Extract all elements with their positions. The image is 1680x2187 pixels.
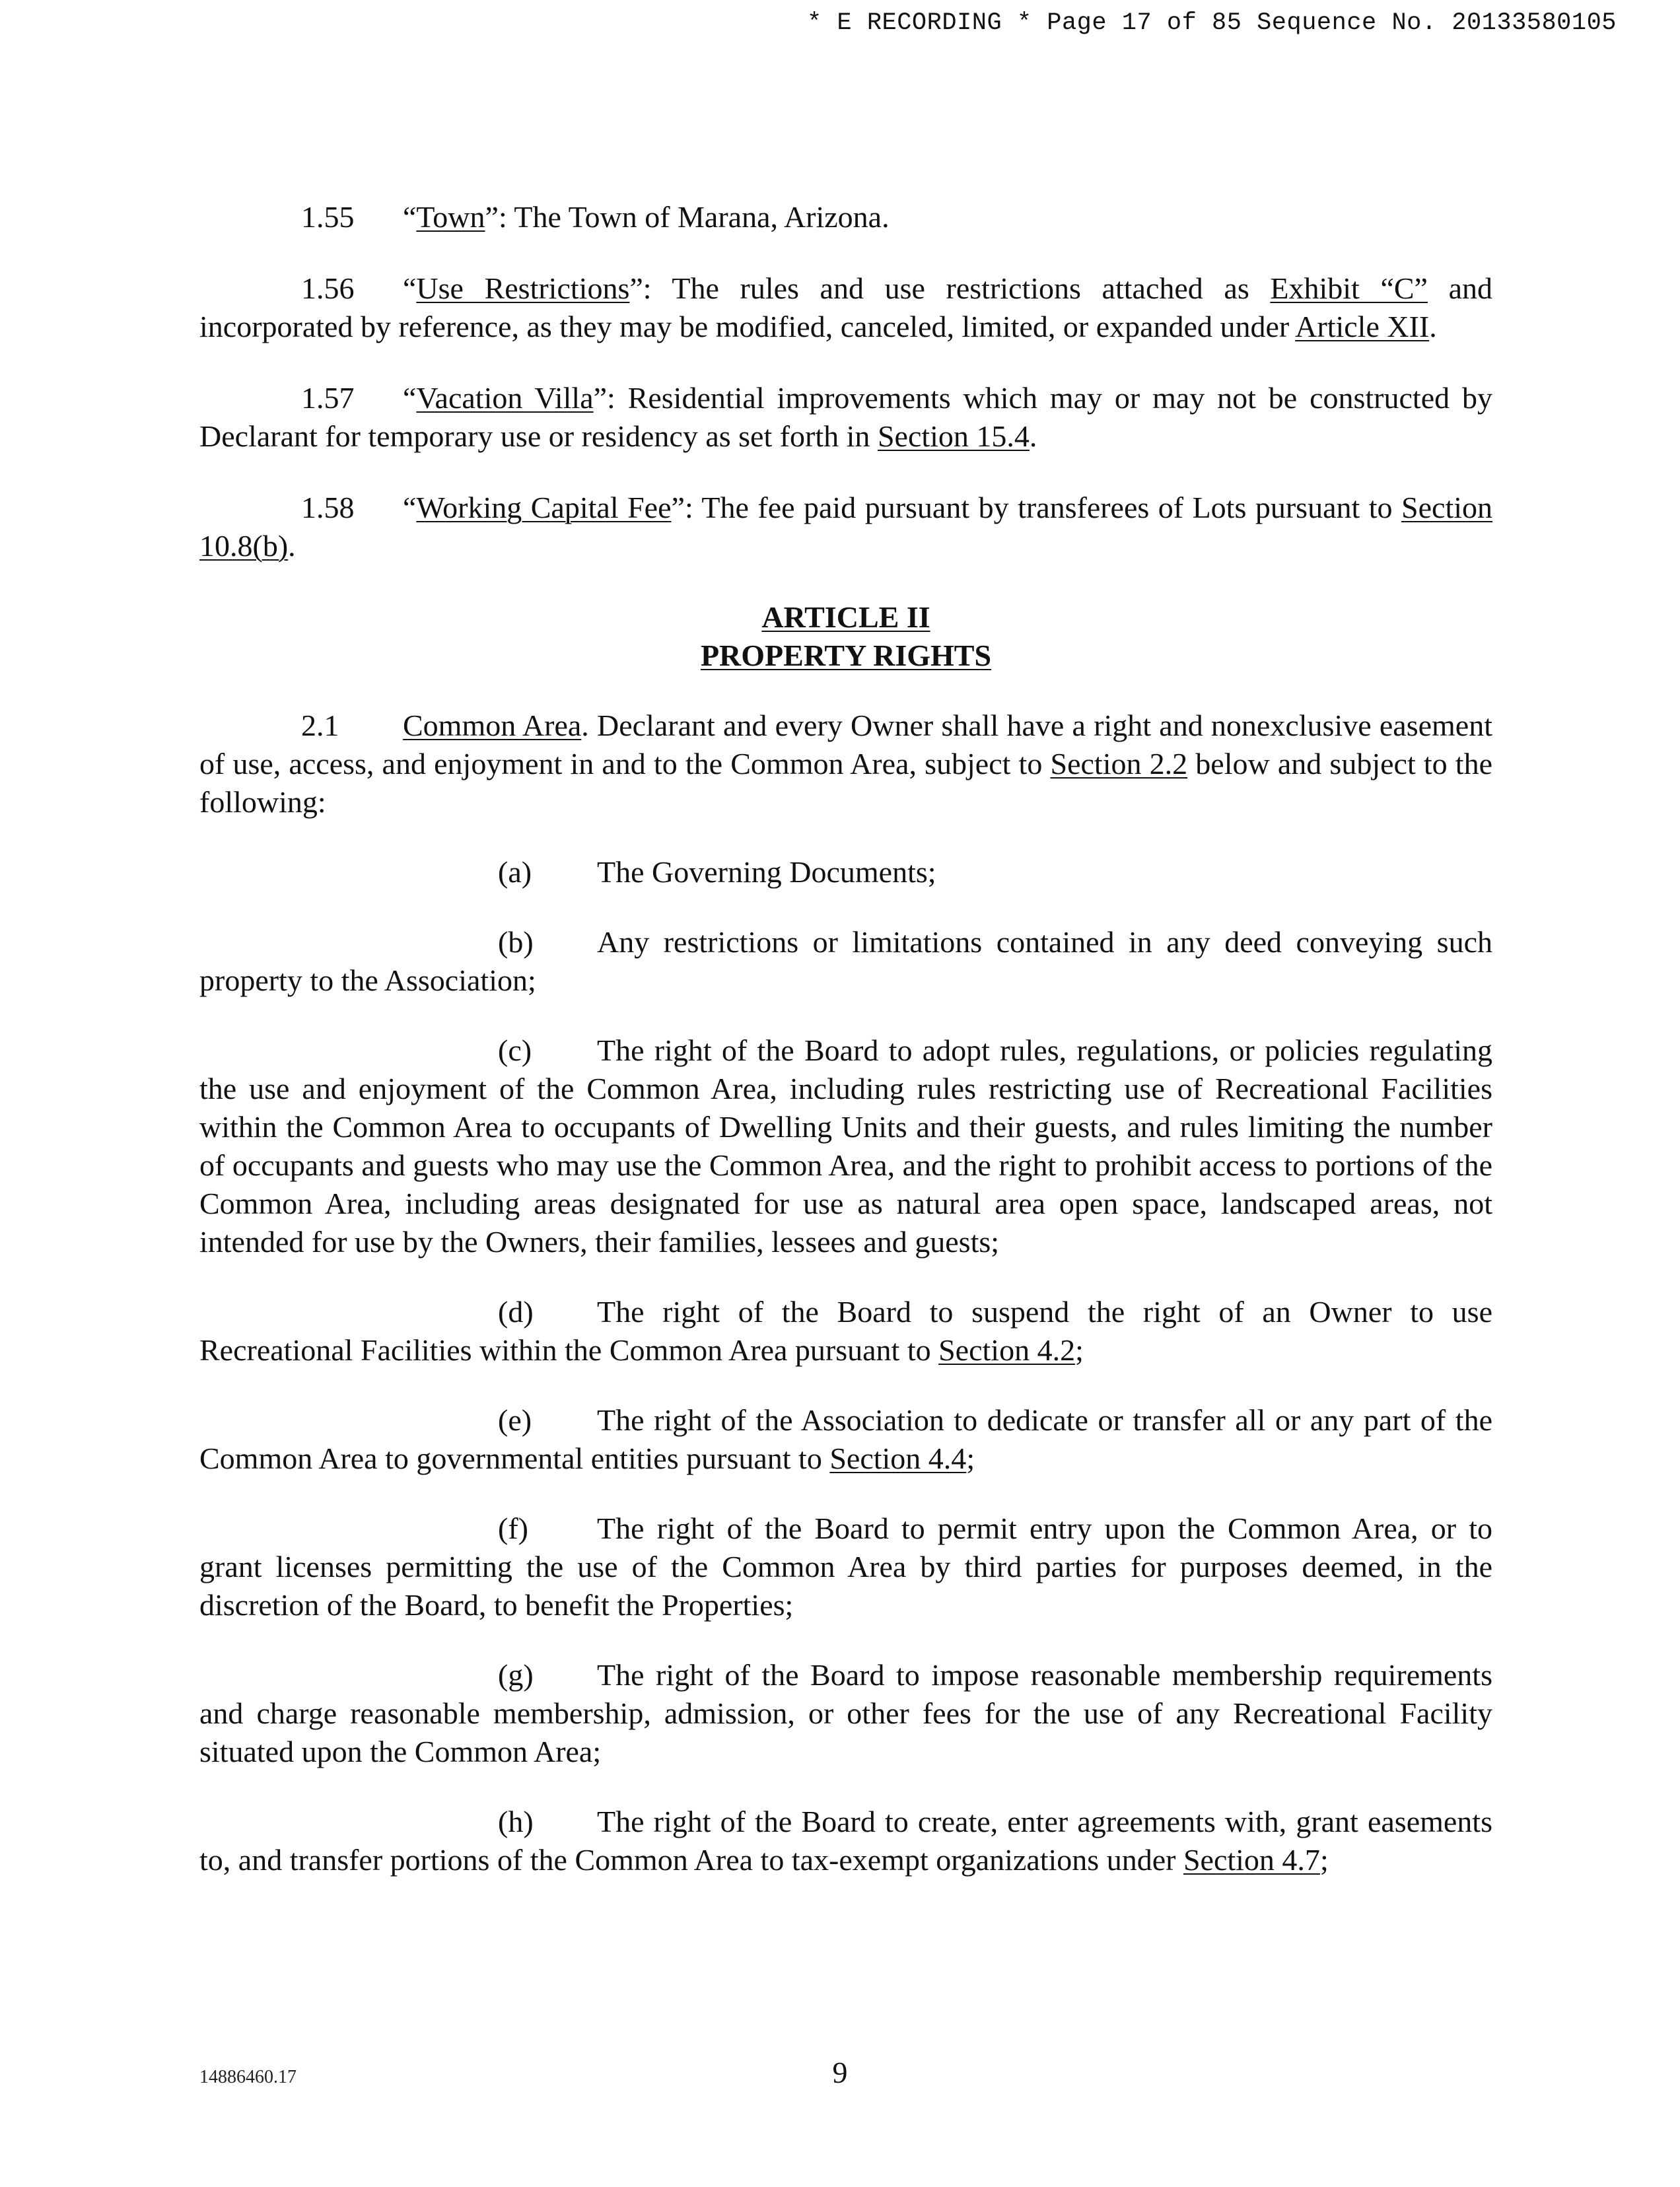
subsection-text: The right of the Board to impose reasonable membership requirements and charge reasonable membership, admission, or other fees for the use of any Recreational Facility situated upon the Common Area; xyxy=(199,1658,1492,1768)
subsection-c xyxy=(199,1031,1492,1261)
page-number: 9 xyxy=(832,2056,848,2089)
article-reference: Article XII xyxy=(1295,310,1430,343)
defined-term: Vacation Villa xyxy=(416,381,594,415)
subsection-label: (a) xyxy=(498,855,532,889)
subsection-text: The right of the Board to permit entry upon the Common Area, or to grant licenses permitting the use of the Common Area by third parties for purposes deemed, in the discretion of the Board, to benefit the Properties; xyxy=(199,1511,1492,1622)
subsection-b xyxy=(199,923,1492,1000)
section-2-1: 2.1 Common Area. Declarant and every Owner shall have a right and nonexclusive easement of use, access, and enjoyment in and to the Common Area, subject to Section 2.2 below and subject to the following: xyxy=(199,707,1492,821)
definition-number: 1.55 xyxy=(301,200,355,234)
definition-1-55: 1.55 “Town”: The Town of Marana, Arizona. xyxy=(199,198,1492,236)
definition-1-57: 1.57 “Vacation Villa”: Residential improvements which may or may not be constructed by Declarant for temporary use or residency as set forth in Section 15.4. xyxy=(199,379,1492,456)
definition-number: 1.57 xyxy=(301,381,355,415)
subsection-label: (d) xyxy=(498,1295,534,1329)
subsection-label: (c) xyxy=(498,1033,532,1067)
subsection-label: (e) xyxy=(498,1403,532,1437)
section-reference: Section 4.7 xyxy=(1183,1843,1320,1877)
definition-text: : The Town of Marana, Arizona. xyxy=(498,200,890,234)
recording-stamp: * E RECORDING * Page 17 of 85 Sequence No. 20133580105 xyxy=(807,9,1617,37)
subsection-e: (e) The right of the Association to dedicate or transfer all or any part of the Common Area to governmental entities pursuant to Section 4.4; xyxy=(199,1401,1492,1478)
section-heading: Common Area xyxy=(403,709,582,742)
section-reference: Section 4.4 xyxy=(829,1441,967,1475)
article-heading xyxy=(199,598,1492,675)
subsection-a xyxy=(199,853,1492,891)
section-reference: Section 10.8(b) xyxy=(199,491,1493,563)
article-number: ARTICLE II xyxy=(761,600,930,634)
definition-number: 1.56 xyxy=(301,271,355,305)
subsection-label: (h) xyxy=(498,1805,534,1838)
defined-term: Working Capital Fee xyxy=(416,491,672,524)
subsection-label: (f) xyxy=(498,1511,528,1545)
document-body xyxy=(199,198,1492,1911)
article-title: PROPERTY RIGHTS xyxy=(700,639,992,672)
subsection-text: The right of the Board to adopt rules, regulations, or policies regulating the use and enjoyment of the Common Area, including rules restricting use of Recreational Facilities within the Common Area to occupants of Dwelling Units and their guests, and rules limiting the number of occupants and guests who may use the Common Area, and the right to prohibit access to portions of the Common Area, including areas designated for use as natural area open space, landscaped areas, not intended for use by the Owners, their families, lessees and guests; xyxy=(199,1033,1492,1259)
subsection-d: (d) The right of the Board to suspend the right of an Owner to use Recreational Facilities within the Common Area pursuant to Section 4.2; xyxy=(199,1293,1492,1370)
subsection-f xyxy=(199,1510,1492,1624)
subsection-text: Any restrictions or limitations contained in any deed conveying such property to the Association; xyxy=(199,925,1492,997)
document-id: 14886460.17 xyxy=(199,2067,297,2087)
definition-1-58: 1.58 “Working Capital Fee”: The fee paid pursuant by transferees of Lots pursuant to Section 10.8(b). xyxy=(199,489,1492,565)
subsection-label: (g) xyxy=(498,1658,534,1692)
section-reference: Section 4.2 xyxy=(938,1333,1076,1367)
section-reference: Section 15.4 xyxy=(877,419,1030,453)
section-reference: Section 2.2 xyxy=(1050,747,1188,781)
definition-number: 1.58 xyxy=(301,491,355,524)
subsection-text: The Governing Documents; xyxy=(597,855,936,889)
definition-1-56: 1.56 “Use Restrictions”: The rules and use restrictions attached as Exhibit “C” and incorporated by reference, as they may be modified, canceled, limited, or expanded under Article XII. xyxy=(199,269,1492,346)
subsection-label: (b) xyxy=(498,925,534,959)
section-number: 2.1 xyxy=(301,709,339,742)
subsection-h: (h) The right of the Board to create, enter agreements with, grant easements to, and transfer portions of the Common Area to tax-exempt organizations under Section 4.7; xyxy=(199,1803,1492,1879)
defined-term: Town xyxy=(416,200,485,234)
exhibit-reference: Exhibit “C” xyxy=(1270,271,1428,305)
subsection-g xyxy=(199,1656,1492,1771)
defined-term: Use Restrictions xyxy=(416,271,630,305)
